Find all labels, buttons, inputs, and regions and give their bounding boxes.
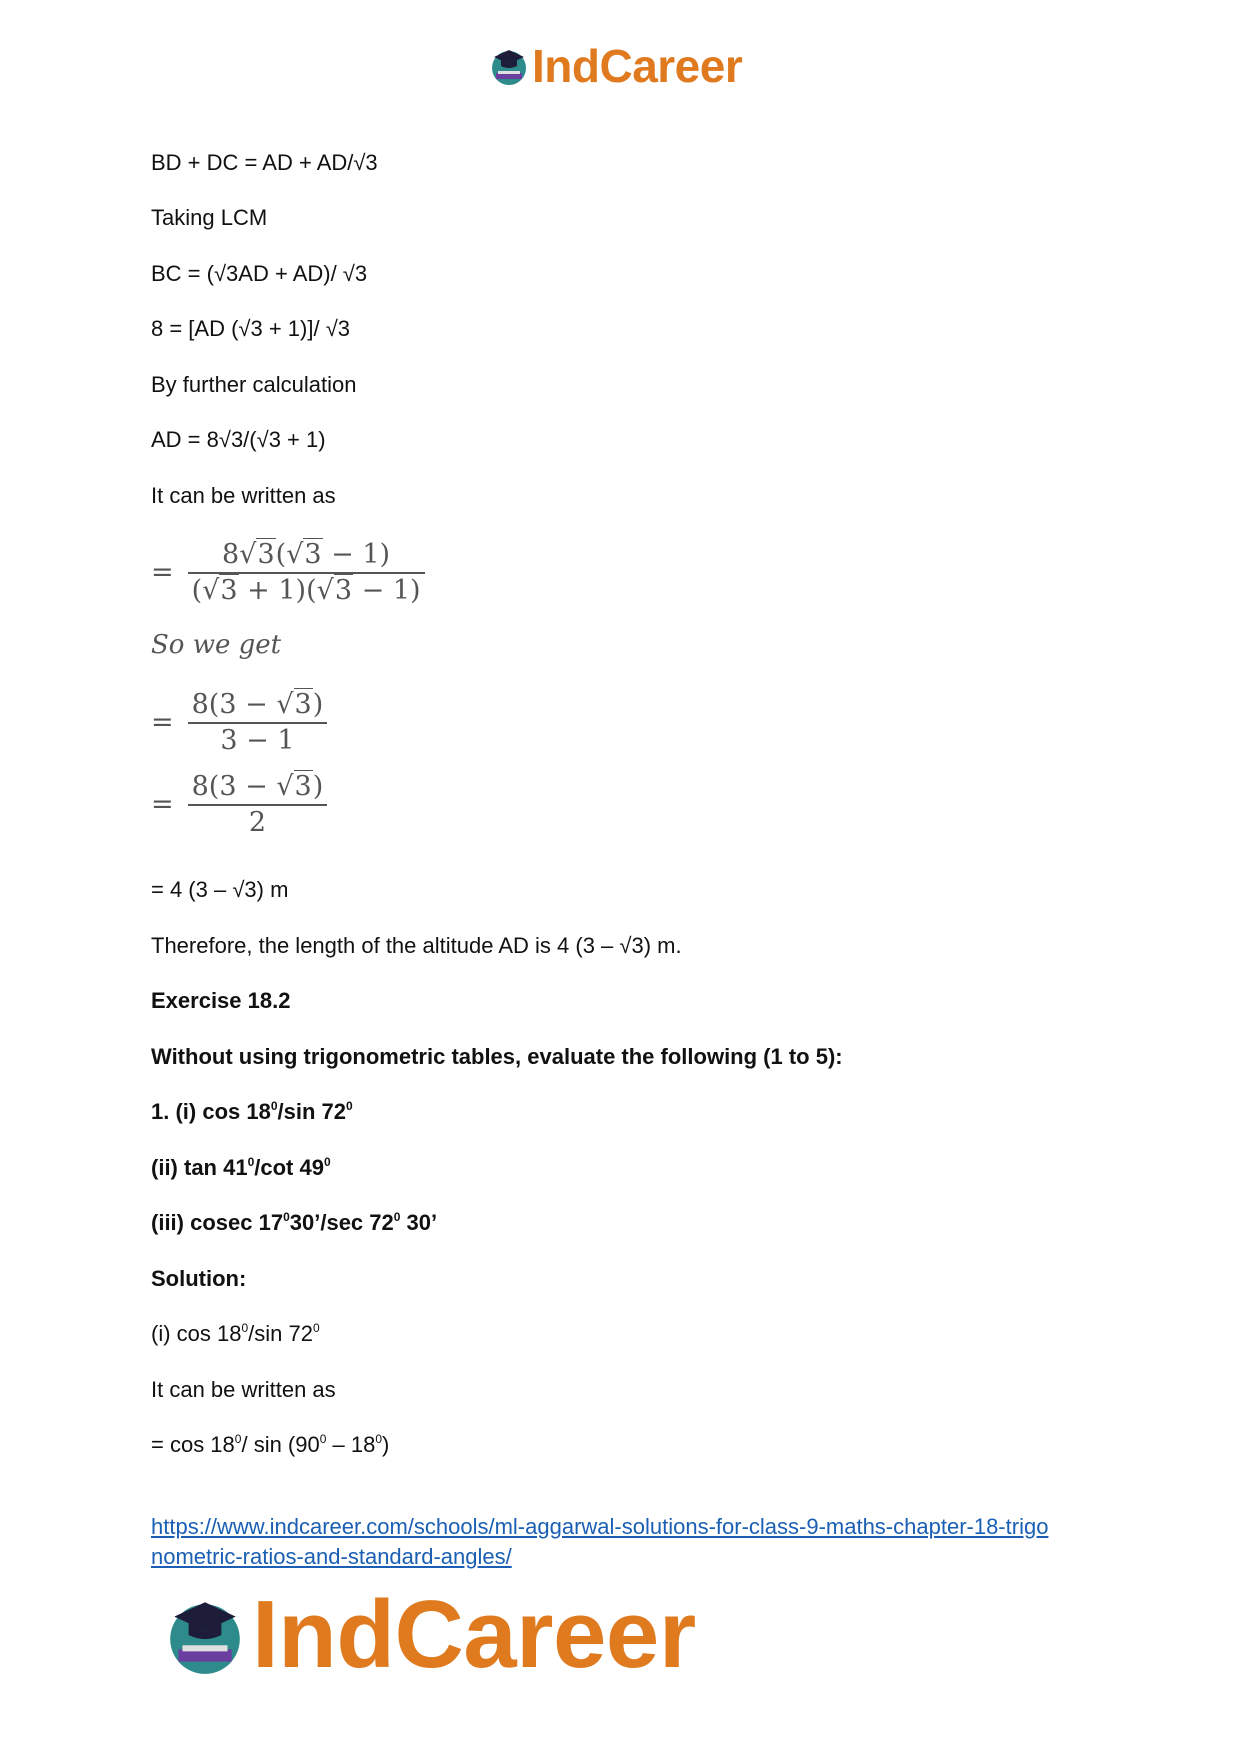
text-line: Taking LCM	[151, 205, 268, 230]
question-1: 1. (i) $\cos 18^0/\sin$ $72^0$	[151, 1099, 353, 1124]
text-line: It can be written as	[151, 1377, 336, 1402]
equation-fraction-3	[151, 770, 327, 840]
header-logo	[488, 40, 742, 92]
numerator: 8√3(√3 − 1)	[222, 539, 391, 570]
question-2: (ii) $\tan 41^0/\cot$ $49^0$	[151, 1155, 331, 1180]
link-line-2[interactable]: nometric-ratios-and-standard-angles/	[151, 1544, 512, 1569]
numerator: 8(3 − √3)	[191, 689, 324, 720]
link-line-1[interactable]: https://www.indcareer.com/schools/ml-aggarwal-solutions-for-class-9-maths-chapter-18-trigo	[151, 1514, 1049, 1539]
so-we-get-text: So we get	[151, 630, 282, 660]
graduation-book-icon	[488, 45, 530, 87]
solution-line: = $\cos 18^0/$ $\sin (90^0 - 18^0)$	[151, 1432, 390, 1457]
solution-heading: Solution:	[151, 1266, 247, 1291]
text-line: Therefore, the length of the altitude AD is 4 (3 – √3) m.	[151, 933, 682, 958]
equals-sign: =	[151, 789, 174, 821]
text-line: 8 = [AD (√3 + 1)]/ √3	[151, 316, 351, 341]
question-3: (iii) cosec $17^030’/\sec$ $72^0$ 30’	[151, 1210, 438, 1235]
text-line: BD + DC = AD + AD/√3	[151, 150, 378, 175]
source-link[interactable]	[151, 1512, 1111, 1572]
text-line: AD = 8√3/(√3 + 1)	[151, 427, 326, 452]
text-line: It can be written as	[151, 483, 336, 508]
denominator: (√3 + 1)(√3 − 1)	[191, 574, 421, 606]
equation-fraction-2	[151, 688, 327, 758]
denominator: 3 − 1	[220, 724, 295, 756]
footer-logo	[162, 1581, 696, 1688]
equation-fraction-1	[151, 538, 425, 608]
equals-sign: =	[151, 557, 174, 589]
exercise-heading: Exercise 18.2	[151, 988, 291, 1013]
graduation-book-icon	[162, 1592, 248, 1678]
denominator: 2	[248, 806, 267, 838]
text-line: = 4 (3 – √3) m	[151, 877, 289, 902]
logo-text: IndCareer	[252, 1581, 696, 1688]
equals-sign: =	[151, 707, 174, 739]
instruction-text: Without using trigonometric tables, evaluate the following (1 to 5):	[151, 1044, 843, 1069]
logo-text: IndCareer	[532, 40, 743, 92]
text-line: By further calculation	[151, 372, 357, 397]
solution-line: (i) $\cos 18^0/\sin$ $72^0$	[151, 1321, 320, 1346]
text-line: BC = (√3AD + AD)/ √3	[151, 261, 368, 286]
numerator: 8(3 − √3)	[191, 771, 324, 802]
